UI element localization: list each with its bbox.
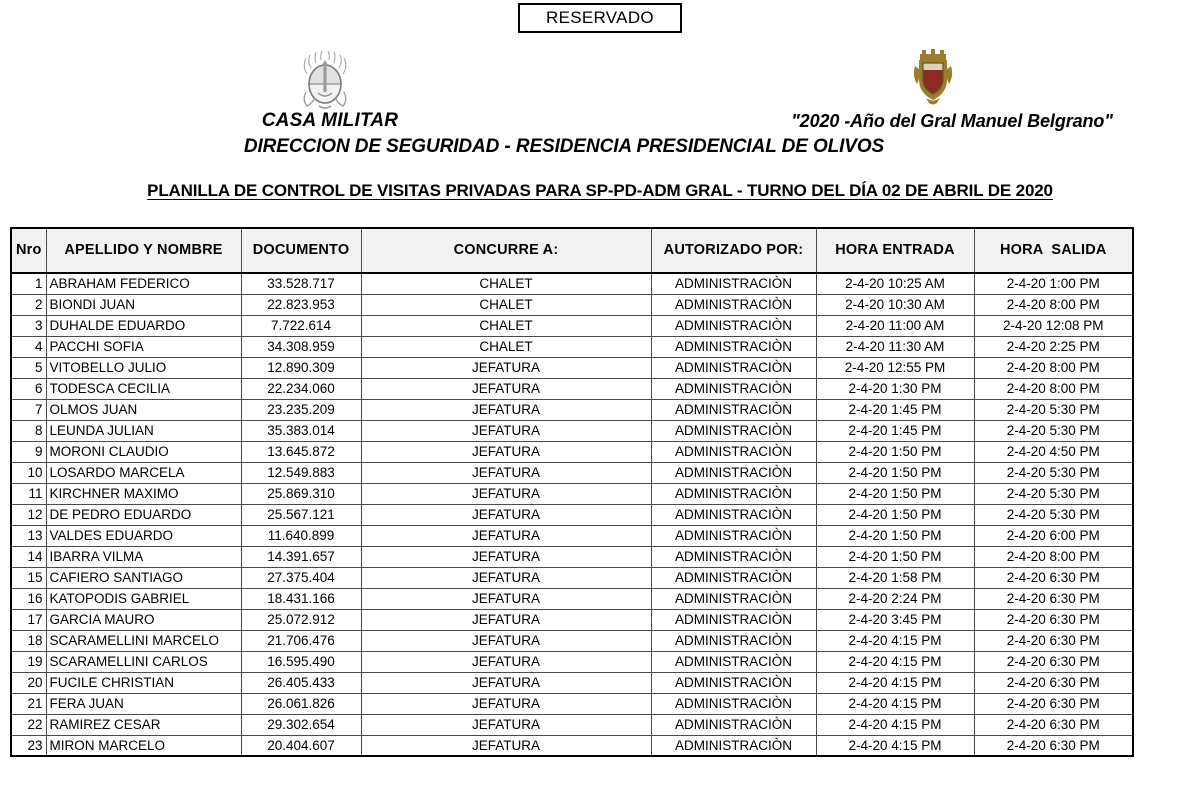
- cell-nro: 18: [11, 630, 46, 651]
- cell-documento: 33.528.717: [241, 273, 361, 294]
- cell-hora-salida: 2-4-20 5:30 PM: [974, 420, 1133, 441]
- cell-nro: 10: [11, 462, 46, 483]
- cell-nro: 14: [11, 546, 46, 567]
- visitor-control-table: [10, 227, 1134, 757]
- cell-name: TODESCA CECILIA: [46, 378, 241, 399]
- table-row: [11, 693, 1133, 714]
- cell-hora-entrada: 2-4-20 2:24 PM: [816, 588, 974, 609]
- cell-hora-entrada: 2-4-20 3:45 PM: [816, 609, 974, 630]
- table-row: [11, 294, 1133, 315]
- cell-autorizado: ADMINISTRACIÒN: [651, 462, 816, 483]
- cell-hora-entrada: 2-4-20 12:55 PM: [816, 357, 974, 378]
- cell-hora-salida: 2-4-20 5:30 PM: [974, 462, 1133, 483]
- cell-concurre: JEFATURA: [361, 504, 651, 525]
- cell-hora-entrada: 2-4-20 1:50 PM: [816, 546, 974, 567]
- cell-hora-salida: 2-4-20 8:00 PM: [974, 378, 1133, 399]
- table-row: [11, 483, 1133, 504]
- cell-documento: 21.706.476: [241, 630, 361, 651]
- cell-hora-salida: 2-4-20 6:30 PM: [974, 651, 1133, 672]
- cell-hora-entrada: 2-4-20 4:15 PM: [816, 651, 974, 672]
- cell-autorizado: ADMINISTRACIÒN: [651, 273, 816, 294]
- column-header-hora-salida: HORA SALIDA: [974, 228, 1133, 273]
- table-row: [11, 399, 1133, 420]
- cell-hora-salida: 2-4-20 8:00 PM: [974, 294, 1133, 315]
- cell-nro: 23: [11, 735, 46, 756]
- cell-hora-salida: 2-4-20 12:08 PM: [974, 315, 1133, 336]
- cell-name: ABRAHAM FEDERICO: [46, 273, 241, 294]
- table-row: [11, 378, 1133, 399]
- cell-nro: 13: [11, 525, 46, 546]
- cell-nro: 2: [11, 294, 46, 315]
- cell-hora-entrada: 2-4-20 1:50 PM: [816, 525, 974, 546]
- cell-documento: 11.640.899: [241, 525, 361, 546]
- cell-hora-salida: 2-4-20 6:30 PM: [974, 567, 1133, 588]
- argentine-coat-of-arms-icon: [297, 44, 353, 110]
- cell-autorizado: ADMINISTRACIÒN: [651, 315, 816, 336]
- column-header-nro: Nro: [11, 228, 46, 273]
- cell-autorizado: ADMINISTRACIÒN: [651, 630, 816, 651]
- cell-hora-salida: 2-4-20 6:30 PM: [974, 630, 1133, 651]
- cell-nro: 15: [11, 567, 46, 588]
- cell-documento: 25.567.121: [241, 504, 361, 525]
- cell-hora-entrada: 2-4-20 11:00 AM: [816, 315, 974, 336]
- cell-nro: 21: [11, 693, 46, 714]
- cell-documento: 22.234.060: [241, 378, 361, 399]
- cell-hora-salida: 2-4-20 6:30 PM: [974, 588, 1133, 609]
- cell-hora-salida: 2-4-20 8:00 PM: [974, 546, 1133, 567]
- cell-hora-entrada: 2-4-20 4:15 PM: [816, 630, 974, 651]
- cell-name: DE PEDRO EDUARDO: [46, 504, 241, 525]
- cell-documento: 27.375.404: [241, 567, 361, 588]
- cell-concurre: CHALET: [361, 294, 651, 315]
- cell-autorizado: ADMINISTRACIÒN: [651, 336, 816, 357]
- cell-concurre: JEFATURA: [361, 441, 651, 462]
- classification-stamp-area: [0, 3, 1200, 33]
- cell-documento: 12.549.883: [241, 462, 361, 483]
- table-row: [11, 546, 1133, 567]
- table-row: [11, 630, 1133, 651]
- organization-name: CASA MILITAR: [261, 110, 399, 131]
- cell-name: LEUNDA JULIAN: [46, 420, 241, 441]
- cell-nro: 3: [11, 315, 46, 336]
- cell-hora-entrada: 2-4-20 1:50 PM: [816, 441, 974, 462]
- cell-nro: 19: [11, 651, 46, 672]
- table-row: [11, 336, 1133, 357]
- cell-concurre: JEFATURA: [361, 378, 651, 399]
- cell-nro: 17: [11, 609, 46, 630]
- cell-autorizado: ADMINISTRACIÒN: [651, 504, 816, 525]
- cell-name: MORONI CLAUDIO: [46, 441, 241, 462]
- cell-documento: 18.431.166: [241, 588, 361, 609]
- cell-hora-entrada: 2-4-20 1:58 PM: [816, 567, 974, 588]
- cell-concurre: JEFATURA: [361, 609, 651, 630]
- page-title: [0, 181, 1200, 201]
- cell-concurre: JEFATURA: [361, 399, 651, 420]
- cell-hora-entrada: 2-4-20 4:15 PM: [816, 672, 974, 693]
- table-row: [11, 672, 1133, 693]
- cell-concurre: JEFATURA: [361, 462, 651, 483]
- table-row: [11, 567, 1133, 588]
- cell-documento: 16.595.490: [241, 651, 361, 672]
- reservado-stamp: RESERVADO: [518, 3, 682, 33]
- table-row: [11, 504, 1133, 525]
- cell-name: MIRON MARCELO: [46, 735, 241, 756]
- cell-name: GARCIA MAURO: [46, 609, 241, 630]
- cell-hora-salida: 2-4-20 2:25 PM: [974, 336, 1133, 357]
- cell-hora-entrada: 2-4-20 1:30 PM: [816, 378, 974, 399]
- cell-concurre: JEFATURA: [361, 420, 651, 441]
- cell-concurre: CHALET: [361, 336, 651, 357]
- year-slogan: "2020 -Año del Gral Manuel Belgrano": [791, 111, 1113, 131]
- cell-documento: 25.072.912: [241, 609, 361, 630]
- cell-nro: 16: [11, 588, 46, 609]
- cell-concurre: JEFATURA: [361, 714, 651, 735]
- cell-autorizado: ADMINISTRACIÒN: [651, 378, 816, 399]
- cell-documento: 23.235.209: [241, 399, 361, 420]
- cell-hora-entrada: 2-4-20 1:45 PM: [816, 420, 974, 441]
- table-row: [11, 609, 1133, 630]
- cell-autorizado: ADMINISTRACIÒN: [651, 525, 816, 546]
- cell-autorizado: ADMINISTRACIÒN: [651, 420, 816, 441]
- cell-hora-salida: 2-4-20 5:30 PM: [974, 483, 1133, 504]
- cell-hora-salida: 2-4-20 6:30 PM: [974, 672, 1133, 693]
- cell-autorizado: ADMINISTRACIÒN: [651, 672, 816, 693]
- column-header-documento: DOCUMENTO: [241, 228, 361, 273]
- cell-name: OLMOS JUAN: [46, 399, 241, 420]
- cell-nro: 11: [11, 483, 46, 504]
- cell-hora-entrada: 2-4-20 1:50 PM: [816, 504, 974, 525]
- cell-concurre: JEFATURA: [361, 357, 651, 378]
- table-row: [11, 441, 1133, 462]
- cell-nro: 12: [11, 504, 46, 525]
- cell-hora-salida: 2-4-20 6:00 PM: [974, 525, 1133, 546]
- cell-documento: 26.405.433: [241, 672, 361, 693]
- cell-hora-entrada: 2-4-20 4:15 PM: [816, 735, 974, 756]
- cell-documento: 34.308.959: [241, 336, 361, 357]
- cell-concurre: JEFATURA: [361, 630, 651, 651]
- cell-name: PACCHI SOFIA: [46, 336, 241, 357]
- cell-autorizado: ADMINISTRACIÒN: [651, 546, 816, 567]
- cell-autorizado: ADMINISTRACIÒN: [651, 294, 816, 315]
- cell-nro: 5: [11, 357, 46, 378]
- cell-concurre: JEFATURA: [361, 567, 651, 588]
- cell-hora-salida: 2-4-20 6:30 PM: [974, 714, 1133, 735]
- cell-name: VALDES EDUARDO: [46, 525, 241, 546]
- cell-hora-salida: 2-4-20 1:00 PM: [974, 273, 1133, 294]
- cell-name: RAMIREZ CESAR: [46, 714, 241, 735]
- cell-concurre: CHALET: [361, 273, 651, 294]
- cell-autorizado: ADMINISTRACIÒN: [651, 588, 816, 609]
- cell-documento: 35.383.014: [241, 420, 361, 441]
- cell-hora-entrada: 2-4-20 1:45 PM: [816, 399, 974, 420]
- cell-hora-entrada: 2-4-20 1:50 PM: [816, 483, 974, 504]
- table-row: [11, 735, 1133, 756]
- column-header-concurre: CONCURRE A:: [361, 228, 651, 273]
- table-row: [11, 588, 1133, 609]
- cell-autorizado: ADMINISTRACIÒN: [651, 651, 816, 672]
- cell-hora-entrada: 2-4-20 10:25 AM: [816, 273, 974, 294]
- cell-autorizado: ADMINISTRACIÒN: [651, 483, 816, 504]
- cell-nro: 6: [11, 378, 46, 399]
- cell-nro: 1: [11, 273, 46, 294]
- page-title-text: PLANILLA DE CONTROL DE VISITAS PRIVADAS PARA SP-PD-ADM GRAL - TURNO DEL DÍA 02 DE ABRIL DE 2020: [147, 181, 1053, 200]
- cell-documento: 7.722.614: [241, 315, 361, 336]
- cell-documento: 25.869.310: [241, 483, 361, 504]
- cell-documento: 26.061.826: [241, 693, 361, 714]
- cell-documento: 22.823.953: [241, 294, 361, 315]
- cell-name: BIONDI JUAN: [46, 294, 241, 315]
- cell-concurre: JEFATURA: [361, 693, 651, 714]
- table-header-row: [11, 228, 1133, 273]
- cell-hora-entrada: 2-4-20 1:50 PM: [816, 462, 974, 483]
- table-row: [11, 420, 1133, 441]
- cell-name: KIRCHNER MAXIMO: [46, 483, 241, 504]
- cell-autorizado: ADMINISTRACIÒN: [651, 441, 816, 462]
- cell-concurre: JEFATURA: [361, 588, 651, 609]
- cell-name: LOSARDO MARCELA: [46, 462, 241, 483]
- cell-concurre: JEFATURA: [361, 672, 651, 693]
- table-row: [11, 462, 1133, 483]
- cell-nro: 4: [11, 336, 46, 357]
- table-row: [11, 714, 1133, 735]
- table-row: [11, 315, 1133, 336]
- cell-autorizado: ADMINISTRACIÒN: [651, 357, 816, 378]
- cell-autorizado: ADMINISTRACIÒN: [651, 609, 816, 630]
- cell-name: IBARRA VILMA: [46, 546, 241, 567]
- cell-nro: 22: [11, 714, 46, 735]
- cell-name: CAFIERO SANTIAGO: [46, 567, 241, 588]
- table-row: [11, 525, 1133, 546]
- table-row: [11, 651, 1133, 672]
- cell-concurre: JEFATURA: [361, 651, 651, 672]
- cell-concurre: JEFATURA: [361, 735, 651, 756]
- cell-name: DUHALDE EDUARDO: [46, 315, 241, 336]
- cell-hora-salida: 2-4-20 8:00 PM: [974, 357, 1133, 378]
- cell-nro: 20: [11, 672, 46, 693]
- cell-name: VITOBELLO JULIO: [46, 357, 241, 378]
- cell-hora-salida: 2-4-20 6:30 PM: [974, 735, 1133, 756]
- cell-autorizado: ADMINISTRACIÒN: [651, 399, 816, 420]
- cell-concurre: CHALET: [361, 315, 651, 336]
- cell-hora-salida: 2-4-20 6:30 PM: [974, 609, 1133, 630]
- cell-name: FERA JUAN: [46, 693, 241, 714]
- cell-documento: 29.302.654: [241, 714, 361, 735]
- cell-nro: 7: [11, 399, 46, 420]
- department-name: DIRECCION DE SEGURIDAD - RESIDENCIA PRESIDENCIAL DE OLIVOS: [243, 136, 885, 157]
- cell-hora-entrada: 2-4-20 11:30 AM: [816, 336, 974, 357]
- cell-name: SCARAMELLINI CARLOS: [46, 651, 241, 672]
- column-header-name: APELLIDO Y NOMBRE: [46, 228, 241, 273]
- table-row: [11, 357, 1133, 378]
- cell-hora-salida: 2-4-20 5:30 PM: [974, 504, 1133, 525]
- table-row: [11, 273, 1133, 294]
- cell-hora-entrada: 2-4-20 4:15 PM: [816, 714, 974, 735]
- cell-autorizado: ADMINISTRACIÒN: [651, 735, 816, 756]
- cell-hora-entrada: 2-4-20 10:30 AM: [816, 294, 974, 315]
- cell-nro: 8: [11, 420, 46, 441]
- cell-hora-entrada: 2-4-20 4:15 PM: [816, 693, 974, 714]
- cell-name: FUCILE CHRISTIAN: [46, 672, 241, 693]
- column-header-hora-entrada: HORA ENTRADA: [816, 228, 974, 273]
- cell-hora-salida: 2-4-20 4:50 PM: [974, 441, 1133, 462]
- cell-hora-salida: 2-4-20 5:30 PM: [974, 399, 1133, 420]
- cell-hora-salida: 2-4-20 6:30 PM: [974, 693, 1133, 714]
- cell-name: KATOPODIS GABRIEL: [46, 588, 241, 609]
- cell-autorizado: ADMINISTRACIÒN: [651, 693, 816, 714]
- cell-documento: 13.645.872: [241, 441, 361, 462]
- cell-concurre: JEFATURA: [361, 525, 651, 546]
- cell-concurre: JEFATURA: [361, 483, 651, 504]
- cell-documento: 20.404.607: [241, 735, 361, 756]
- cell-documento: 12.890.309: [241, 357, 361, 378]
- cell-nro: 9: [11, 441, 46, 462]
- cell-autorizado: ADMINISTRACIÒN: [651, 714, 816, 735]
- cell-concurre: JEFATURA: [361, 546, 651, 567]
- cell-documento: 14.391.657: [241, 546, 361, 567]
- column-header-autorizado: AUTORIZADO POR:: [651, 228, 816, 273]
- cell-autorizado: ADMINISTRACIÒN: [651, 567, 816, 588]
- cell-name: SCARAMELLINI MARCELO: [46, 630, 241, 651]
- heraldic-shield-emblem-icon: [908, 46, 958, 106]
